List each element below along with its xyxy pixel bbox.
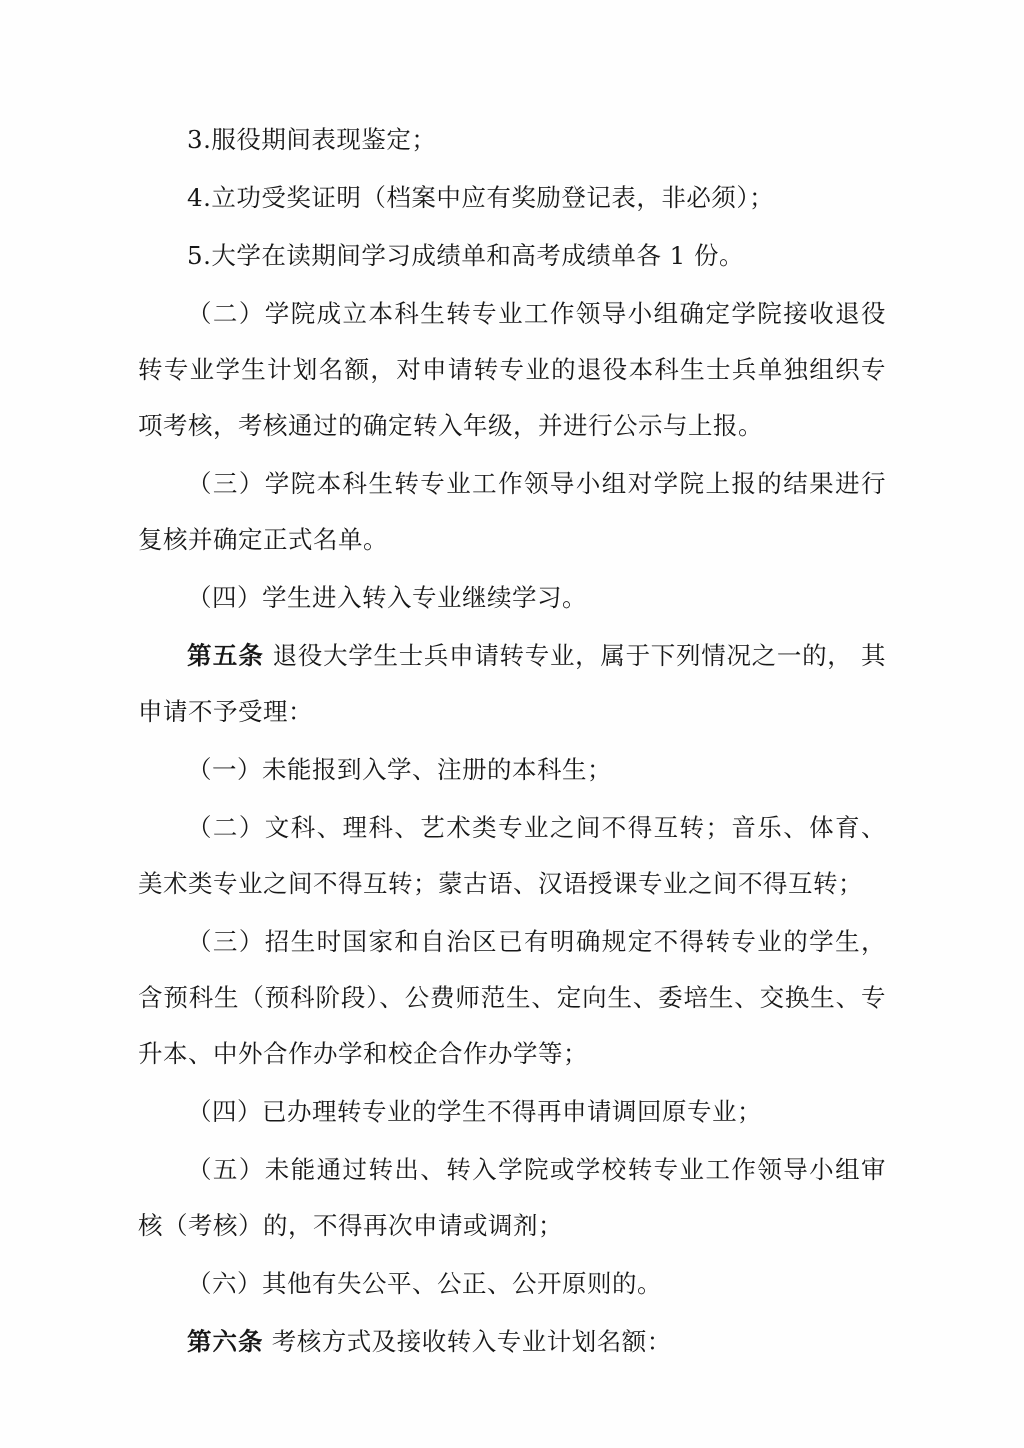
list-item: （一）未能报到入学、注册的本科生； [187, 755, 612, 784]
clause-paragraph: （三）学院本科生转专业工作领导小组对学院上报的结果进行复核并确定正式名单。 [138, 469, 886, 554]
list-item: 4.立功受奖证明（档案中应有奖励登记表，非必须）； [187, 183, 775, 212]
list-item: （四）已办理转专业的学生不得再申请调回原专业； [187, 1097, 762, 1126]
article-text: 退役大学生士兵申请转专业，属于下列情况之一的， 其申请不予受理： [138, 641, 887, 726]
list-item: （五）未能通过转出、转入学院或学校转专业工作领导小组审核（考核）的，不得再次申请或调剂； [138, 1155, 886, 1240]
document-body [138, 112, 886, 1372]
article-text: 考核方式及接收转入专业计划名额： [263, 1327, 672, 1356]
list-item: （三）招生时国家和自治区已有明确规定不得转专业的学生，含预科生（预科阶段）、公费师范生、定向生、委培生、交换生、专升本、中外合作办学和校企合作办学等； [138, 927, 886, 1068]
clause-paragraph: （二）学院成立本科生转专业工作领导小组确定学院接收退役转专业学生计划名额，对申请转专业的退役本科生士兵单独组织专项考核，考核通过的确定转入年级，并进行公示与上报。 [138, 299, 886, 440]
list-item: 5.大学在读期间学习成绩单和高考成绩单各 1 份。 [187, 241, 745, 270]
list-item: （二）文科、理科、艺术类专业之间不得互转；音乐、体育、美术类专业之间不得互转；蒙古语、汉语授课专业之间不得互转； [138, 813, 886, 898]
article-heading: 第五条 [187, 641, 265, 670]
article-paragraph [138, 1314, 886, 1370]
list-item: 3.服役期间表现鉴定； [187, 125, 437, 154]
list-item: （六）其他有失公平、公正、公开原则的。 [187, 1269, 662, 1298]
article-paragraph [138, 628, 886, 740]
article-heading: 第六条 [187, 1327, 264, 1356]
clause-paragraph: （四）学生进入转入专业继续学习。 [187, 583, 587, 612]
